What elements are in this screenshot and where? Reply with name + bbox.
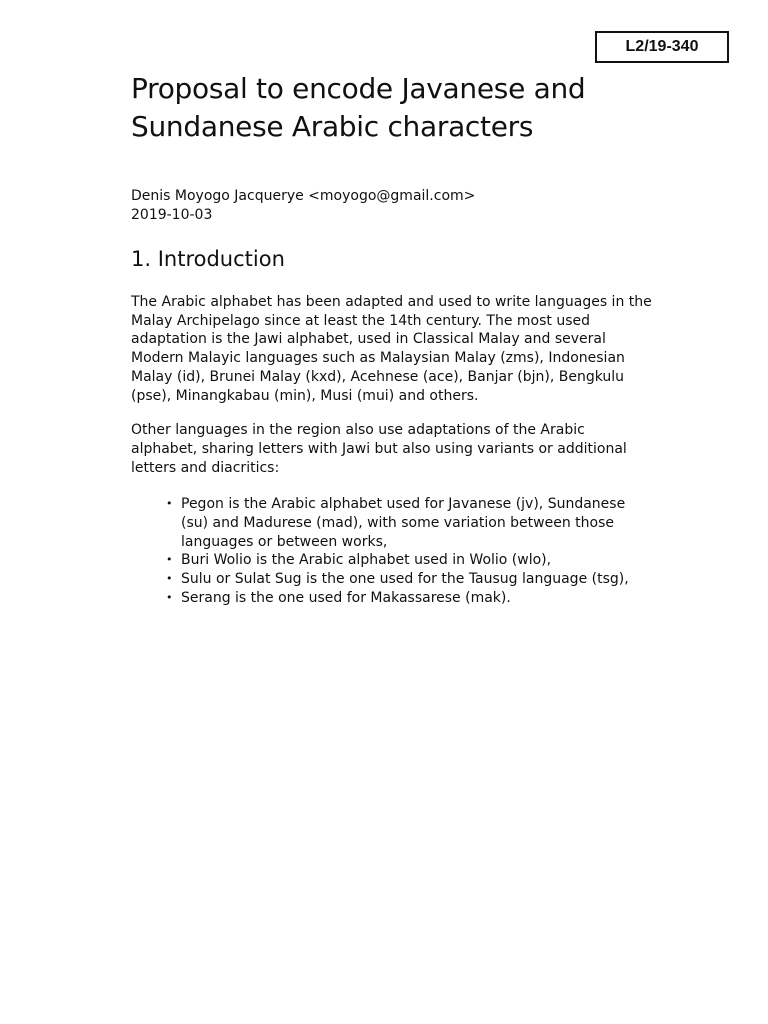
bullet-icon: • — [166, 553, 173, 567]
list-item — [166, 589, 641, 608]
list-item-line: (su) and Madurese (mad), with some variation between those — [181, 515, 614, 532]
list-item-line: Sulu or Sulat Sug is the one used for the Tausug language (tsg), — [181, 571, 629, 588]
paragraph-line: Modern Malayic languages such as Malaysian Malay (zms), Indonesian — [131, 350, 625, 367]
paragraph-line: letters and diacritics: — [131, 459, 280, 476]
section-heading: 1. Introduction — [131, 247, 285, 271]
paragraph-line: adaptation is the Jawi alphabet, used in Classical Malay and several — [131, 331, 606, 348]
intro-paragraph-2 — [131, 421, 641, 477]
list-item — [166, 551, 641, 570]
script-list — [131, 495, 641, 607]
list-item — [166, 570, 641, 589]
document-body — [131, 70, 652, 608]
document-title — [131, 70, 641, 146]
bullet-icon: • — [166, 572, 173, 586]
list-item — [166, 495, 641, 551]
paragraph-line: alphabet, sharing letters with Jawi but also using variants or additional — [131, 440, 627, 457]
bullet-icon: • — [166, 590, 173, 604]
intro-paragraph-1 — [131, 293, 652, 405]
bullet-icon: • — [166, 497, 173, 511]
paragraph-line: (pse), Minangkabau (min), Musi (mui) and others. — [131, 387, 479, 404]
paragraph-line: Malay (id), Brunei Malay (kxd), Acehnese (ace), Banjar (bjn), Bengkulu — [131, 368, 625, 385]
document-id-box: L2/19-340 — [595, 31, 729, 63]
list-item-line: Buri Wolio is the Arabic alphabet used in Wolio (wlo), — [181, 552, 552, 569]
list-item-line: Pegon is the Arabic alphabet used for Javanese (jv), Sundanese — [181, 496, 626, 513]
paragraph-line: The Arabic alphabet has been adapted and used to write languages in the — [131, 294, 652, 310]
paragraph-line: Other languages in the region also use adaptations of the Arabic — [131, 422, 585, 439]
list-item-line: languages or between works, — [181, 533, 388, 550]
author-line: Denis Moyogo Jacquerye <moyogo@gmail.com> — [131, 188, 476, 204]
date-line: 2019-10-03 — [131, 207, 213, 223]
author-block — [131, 187, 641, 225]
paragraph-line: Malay Archipelago since at least the 14th century. The most used — [131, 312, 591, 329]
title-line: Proposal to encode Javanese and — [131, 72, 586, 105]
list-item-line: Serang is the one used for Makassarese (mak). — [181, 589, 511, 606]
title-line: Sundanese Arabic characters — [131, 110, 534, 143]
